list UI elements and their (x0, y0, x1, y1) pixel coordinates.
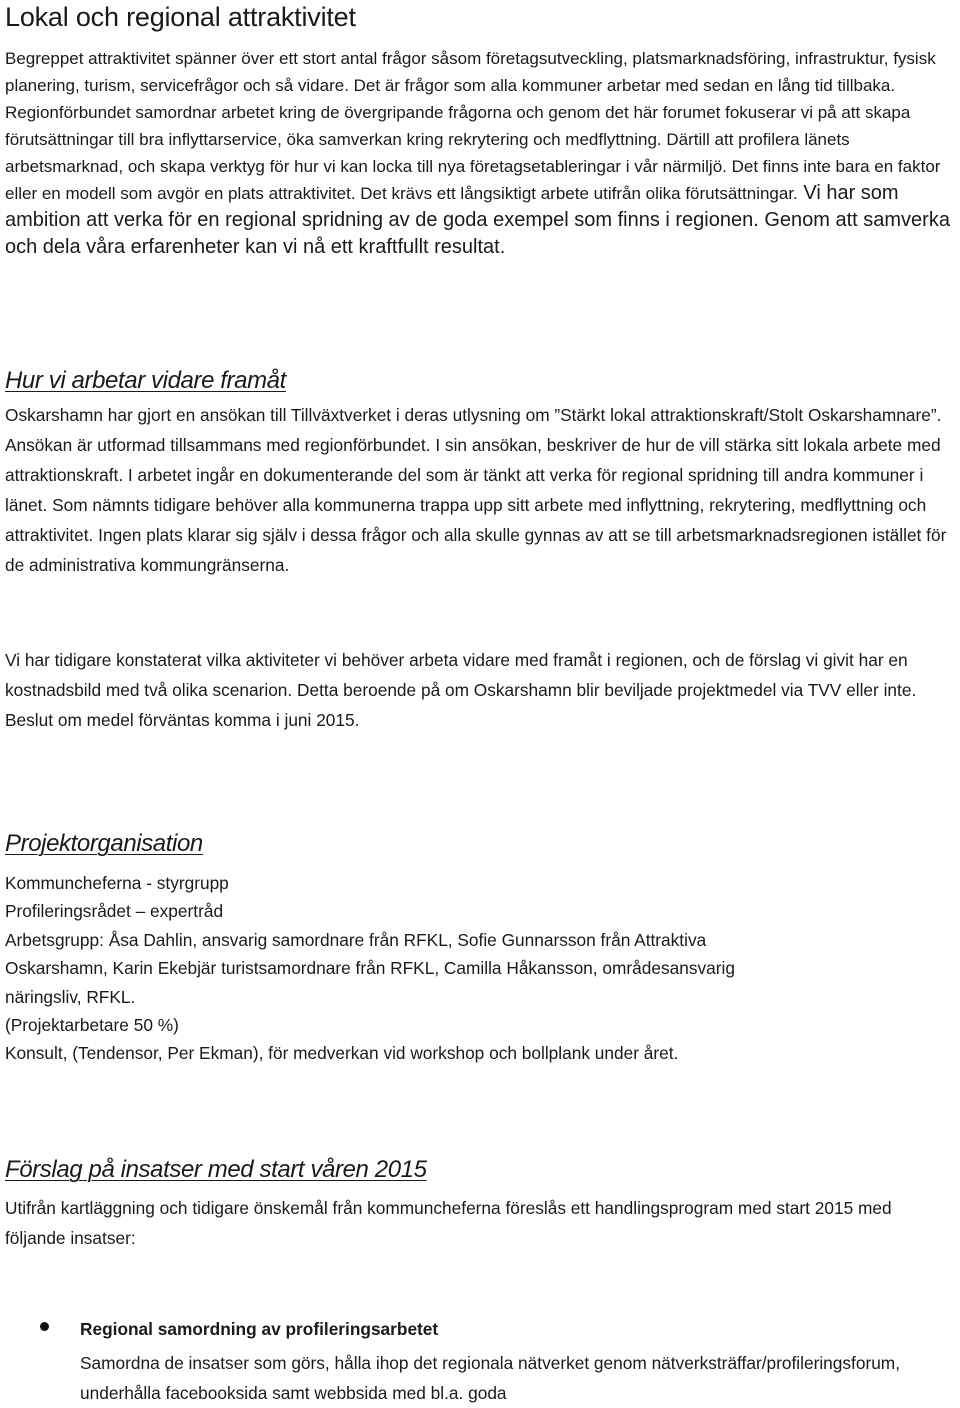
org-line-arbetsgrupp-2: Oskarshamn, Karin Ekebjär turistsamordnare från RFKL, Camilla Håkansson, områdesansvarig (5, 958, 735, 979)
paragraph-attraktivitet (5, 45, 956, 261)
section-title-framat: Hur vi arbetar vidare framåt (5, 367, 286, 394)
org-line-arbetsgrupp-1: Arbetsgrupp: Åsa Dahlin, ansvarig samordnare från RFKL, Sofie Gunnarsson från Attraktiva (5, 929, 707, 950)
paragraph-attraktivitet-part2: Regionförbundet samordnar arbetet kring de övergripande frågorna och genom det här forumet fokuserar vi på att skapa förutsättningar till bra inflyttarservice, öka samverkan kring rekrytering och medflyttning. Därtill att profilera länets arbetsmarknad, och skapa verktyg för hur vi kan locka till nya företagsetableringar i vår närmiljö. Det finns inte bara en faktor eller en modell som avgör en plats attraktivitet. Det krävs ett långsiktigt arbete utifrån olika förutsättningar. (5, 103, 941, 203)
org-line-styrgrupp: Kommuncheferna - styrgrupp (5, 873, 229, 893)
section-title-forslag: Förslag på insatser med start våren 2015 (5, 1156, 427, 1183)
project-organisation-list (5, 869, 956, 1068)
paragraph-oskarshamn: Oskarshamn har gjort en ansökan till Tillväxtverket i deras utlysning om ”Stärkt lokal attraktionskraft/Stolt Oskarshamnare”. Ansökan är utformad tillsammans med regionförbundet. I sin ansökan, beskriver de hur de vill stärka sitt lokala arbete med attraktionskraft. I arbetet ingår en dokumenterande del som är tänkt att verka för regional spridning till andra kommuner i länet. Som nämnts tidigare behöver alla kommunerna trappa upp sitt arbete med inflyttning, rekrytering, medflyttning och attraktivitet. Ingen plats klarar sig själv i dessa frågor och alla skulle gynnas av att se till arbetsmarknadsregionen istället för de administrativa kommungränserna. (5, 405, 947, 575)
bullet-title-regional-samordning: Regional samordning av profileringsarbetet (80, 1319, 439, 1339)
bullet-text-regional-samordning: Samordna de insatser som görs, hålla ihop det regionala nätverket genom nätverksträffar/profileringsforum, underhålla facebooksida samt webbsida med bl.a. goda (80, 1353, 901, 1403)
org-line-konsult: Konsult, (Tendensor, Per Ekman), för medverkan vid workshop och bollplank under året. (5, 1043, 679, 1064)
org-line-projektarbetare: (Projektarbetare 50 %) (5, 1015, 179, 1036)
org-line-arbetsgrupp-3: näringsliv, RFKL. (5, 986, 136, 1007)
paragraph-attraktivitet-part3: Vi har som ambition att verka för en regional spridning av de goda exempel som finns i regionen. Genom att samverka och dela våra erfarenheter kan vi nå ett kraftfullt resultat. (5, 182, 950, 258)
paragraph-forslag-intro: Utifrån kartläggning och tidigare önskemål från kommuncheferna föreslås ett handlingsprogram med start 2015 med följande insatser: (5, 1198, 892, 1248)
org-line-expertrad: Profileringsrådet – expertråd (5, 901, 224, 922)
paragraph-attraktivitet-part1: Begreppet attraktivitet spänner över ett stort antal frågor såsom företagsutveckling, platsmarknadsföring, infrastruktur, fysisk planering, turism, servicefrågor och så vidare. Det är frågor som alla kommuner arbetar med sedan en lång tid tillbaka. (5, 49, 936, 95)
bullet-icon (40, 1322, 49, 1331)
section-title-projektorganisation: Projektorganisation (5, 830, 203, 857)
section-title-attraktivitet: Lokal och regional attraktivitet (5, 2, 356, 32)
paragraph-aktiviteter: Vi har tidigare konstaterat vilka aktiviteter vi behöver arbeta vidare med framåt i regionen, och de förslag vi givit har en kostnadsbild med två olika scenarion. Detta beroende på om Oskarshamn blir beviljade projektmedel via TVV eller inte. Beslut om medel förväntas komma i juni 2015. (5, 650, 917, 730)
